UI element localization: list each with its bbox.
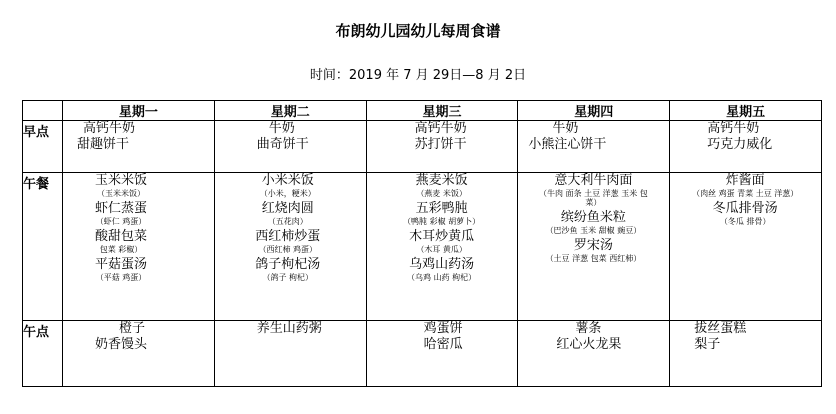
meal-label: 午点 [23,321,63,387]
breakfast-cell [670,121,822,173]
dish-ingredients: （五花肉） [267,217,308,226]
breakfast-cell [63,121,215,173]
lunch-cell [366,173,518,321]
dish-name: 罗宋汤 [573,238,613,253]
dish-ingredients: （虾仁 鸡蛋） [95,217,147,226]
dish-ingredients: （木耳 黄瓜） [416,245,467,254]
dish-name: 炸酱面 [725,173,765,188]
dish-name: 小米米饭 [261,173,314,188]
meal-label: 早点 [23,121,63,173]
lunch-row [23,173,822,321]
dish-name: 西红柿炒蛋 [255,229,321,244]
food-item: 曲奇饼干 [256,137,309,152]
dish-name: 虾仁蒸蛋 [94,201,147,216]
snack-cell [670,321,822,387]
food-item: 橙子 [119,321,146,336]
dish-name: 冬瓜排骨汤 [712,201,778,216]
snack-row [23,321,822,387]
food-item: 苏打饼干 [414,137,467,152]
lunch-cell [670,173,822,321]
day-header: 星期三 [366,101,518,121]
snack-cell [214,321,366,387]
dish-ingredients: （土豆 洋葱 包菜 西红柿） [545,254,642,263]
food-item: 高钙牛奶 [414,121,467,136]
dish-name: 鸽子枸杞汤 [255,257,321,272]
breakfast-cell [366,121,518,173]
food-item: 拔丝蛋糕 [694,321,747,336]
snack-cell [366,321,518,387]
dish-ingredients: （平菇 鸡蛋） [95,273,147,282]
snack-cell [518,321,670,387]
food-item: 小熊注心饼干 [528,137,607,152]
food-item: 巧克力威化 [707,137,773,152]
food-item: 牛奶 [268,121,295,136]
food-item: 梨子 [694,337,721,352]
food-item: 甜趣饼干 [77,137,130,152]
food-item: 薯条 [575,321,602,336]
breakfast-cell [214,121,366,173]
corner-cell [23,101,63,121]
header-row [23,101,822,121]
dish-name: 五彩鸭肫 [415,201,468,216]
dish-ingredients: （玉米米饭） [97,189,145,198]
dish-ingredients: （牛肉 面条 土豆 洋葱 玉米 包 [539,189,648,198]
dish-ingredients: （鸭肫 彩椒 胡萝卜） [403,217,481,226]
breakfast-row [23,121,822,173]
dish-ingredients: 菜） [585,198,602,207]
day-header: 星期五 [670,101,822,121]
food-item: 高钙牛奶 [707,121,760,136]
page-title: 布朗幼儿园幼儿每周食谱 [335,22,501,40]
food-item: 哈密瓜 [423,337,463,352]
dish-name: 燕麦米饭 [415,173,468,188]
dish-ingredients: 包菜 彩椒） [99,245,143,254]
weekly-menu-table [22,100,822,387]
dish-name: 木耳炒黄瓜 [409,229,475,244]
dish-ingredients: （西红柿 鸡蛋） [258,245,318,254]
dish-ingredients: （鸽子 枸杞） [262,273,314,282]
dish-ingredients: （乌鸡 山药 枸杞） [407,273,477,282]
dish-ingredients: （肉丝 鸡蛋 青菜 土豆 洋葱） [692,189,799,198]
food-item: 养生山药粥 [256,321,322,336]
food-item: 奶香馒头 [95,337,148,352]
dish-ingredients: （冬瓜 排骨） [719,217,771,226]
dish-name: 玉米米饭 [94,173,147,188]
food-item: 红心火龙果 [556,337,622,352]
dish-ingredients: （小米，粳米） [259,189,316,198]
lunch-cell [214,173,366,321]
food-item: 鸡蛋饼 [423,321,463,336]
dish-name: 缤纷鱼米粒 [560,210,626,225]
dish-ingredients: （燕麦 米饭） [416,189,467,198]
day-header: 星期四 [518,101,670,121]
dish-name: 意大利牛肉面 [554,173,633,188]
day-header: 星期二 [214,101,366,121]
breakfast-cell [518,121,670,173]
meal-label: 午餐 [23,173,63,321]
lunch-cell [518,173,670,321]
food-item: 牛奶 [552,121,579,136]
lunch-cell [63,173,215,321]
dish-name: 乌鸡山药汤 [409,257,475,272]
dish-name: 红烧肉圆 [261,201,314,216]
date-range: 时间：2019 年 7 月 29日—8 月 2日 [309,68,527,83]
dish-name: 平菇蛋汤 [94,257,147,272]
day-header: 星期一 [63,101,215,121]
dish-ingredients: （巴沙鱼 玉米 甜椒 豌豆） [545,226,642,235]
snack-cell [63,321,215,387]
food-item: 高钙牛奶 [83,121,136,136]
dish-name: 酸甜包菜 [94,229,147,244]
